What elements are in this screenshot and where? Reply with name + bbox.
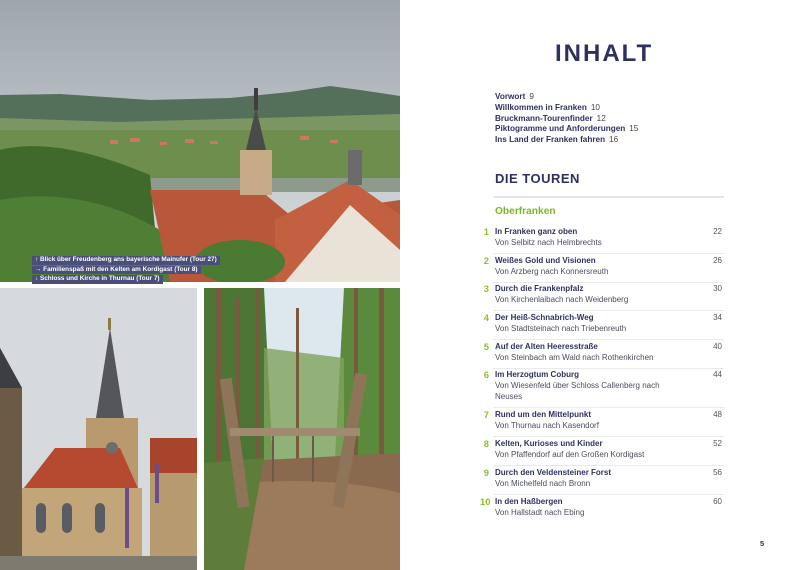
tour-route: Von Stadtsteinach nach Triebenreuth [495,324,627,333]
intro-item[interactable] [495,124,638,135]
tour-title: In Franken ganz oben [495,227,578,236]
intro-item-label: Ins Land der Franken fahren [495,135,606,145]
tour-page: 48 [713,410,722,419]
tour-page: 52 [713,439,722,448]
tour-divider [493,253,724,254]
tour-route: Von Arzberg nach Konnersreuth [495,267,609,276]
tour-page: 34 [713,313,722,322]
caption-line: → Familienspaß mit den Kelten am Kordigast (Tour 8) [32,266,201,275]
tour-page: 22 [713,227,722,236]
intro-item[interactable] [495,135,638,146]
tour-route: Von Michelfeld nach Bronn [495,479,591,488]
section-title: DIE TOUREN [495,171,580,186]
intro-item-label: Piktogramme und Anforderungen [495,124,626,134]
tour-page: 40 [713,342,722,351]
intro-item-label: Vorwort [495,92,526,101]
intro-item[interactable] [495,92,638,103]
landscape-town-church-photo [0,0,400,282]
intro-item-label: Willkommen in Franken [495,102,587,112]
tour-title: Durch den Veldensteiner Forst [495,468,612,477]
tour-number: 3 [483,283,489,294]
intro-item[interactable] [495,114,638,125]
tour-divider [493,465,724,466]
church-photo-frame [0,288,197,570]
tour-page: 44 [713,370,722,379]
photo-caption [32,256,232,285]
tour-title: Weißes Gold und Visionen [495,256,596,265]
tour-title: Kelten, Kurioses und Kinder [495,439,603,448]
intro-item[interactable] [495,103,638,114]
tour-route: Von Thurnau nach Kasendorf [495,421,599,430]
intro-item-page: 9 [529,92,534,101]
tour-number: 7 [483,409,489,420]
tour-divider [493,407,724,408]
region-heading: Oberfranken [495,206,556,217]
tour-number: 2 [483,255,489,266]
intro-item-page: 10 [590,102,600,112]
tour-number: 5 [483,341,489,352]
tour-divider [493,339,724,340]
forest-play-frame-photo [204,288,400,570]
caption-line: ↑ Blick über Freudenberg ans bayerische Mainufer (Tour 27) [32,256,220,265]
tour-divider [493,310,724,311]
tour-route: Von Hallstadt nach Ebing [495,508,585,517]
right-page-contents [400,0,800,570]
tour-title: Der Heiß-Schnabrich-Weg [495,313,594,322]
tour-route: Von Steinbach am Wald nach Rothenkirchen [495,353,654,362]
intro-item-label: Bruckmann-Tourenfinder [495,113,593,123]
tour-title: Durch die Frankenpfalz [495,284,584,293]
intro-list [495,92,638,146]
intro-item-page: 12 [596,113,606,123]
tour-number: 6 [483,369,489,380]
tour-title: Im Herzogtum Coburg [495,370,579,379]
tour-page: 56 [713,468,722,477]
tour-title: Rund um den Mittelpunkt [495,410,591,419]
intro-item-page: 15 [629,124,639,134]
tour-number: 9 [483,467,489,478]
tour-number: 8 [483,438,489,449]
intro-item-page: 16 [609,135,619,145]
tour-number: 4 [483,312,489,323]
tour-page: 30 [713,284,722,293]
tour-divider [493,282,724,283]
tour-page: 60 [713,497,722,506]
tour-divider [493,494,724,495]
tour-title: In den Haßbergen [495,497,563,506]
caption-line: ↓ Schloss und Kirche in Thurnau (Tour 7) [32,275,163,284]
church-photo [0,288,197,570]
page-number: 5 [760,539,765,548]
tour-number: 1 [483,226,489,237]
landscape-photo [0,0,400,282]
tour-route: Von Kirchenlaibach nach Weidenberg [495,295,629,304]
tour-route: Von Wiesenfeld über Schloss Callenberg nach Neuses [495,381,660,401]
tour-divider [493,436,724,437]
tour-divider [493,368,724,369]
tour-route: Von Selbitz nach Helmbrechts [495,238,602,247]
tour-title: Auf der Alten Heeresstraße [495,342,598,351]
section-divider [494,196,724,198]
tour-route: Von Pfaffendorf auf den Großen Kordigast [495,450,645,459]
tour-page: 26 [713,256,722,265]
forest-photo-frame [204,288,400,570]
page-title: INHALT [555,40,654,67]
tour-number: 10 [480,496,491,507]
